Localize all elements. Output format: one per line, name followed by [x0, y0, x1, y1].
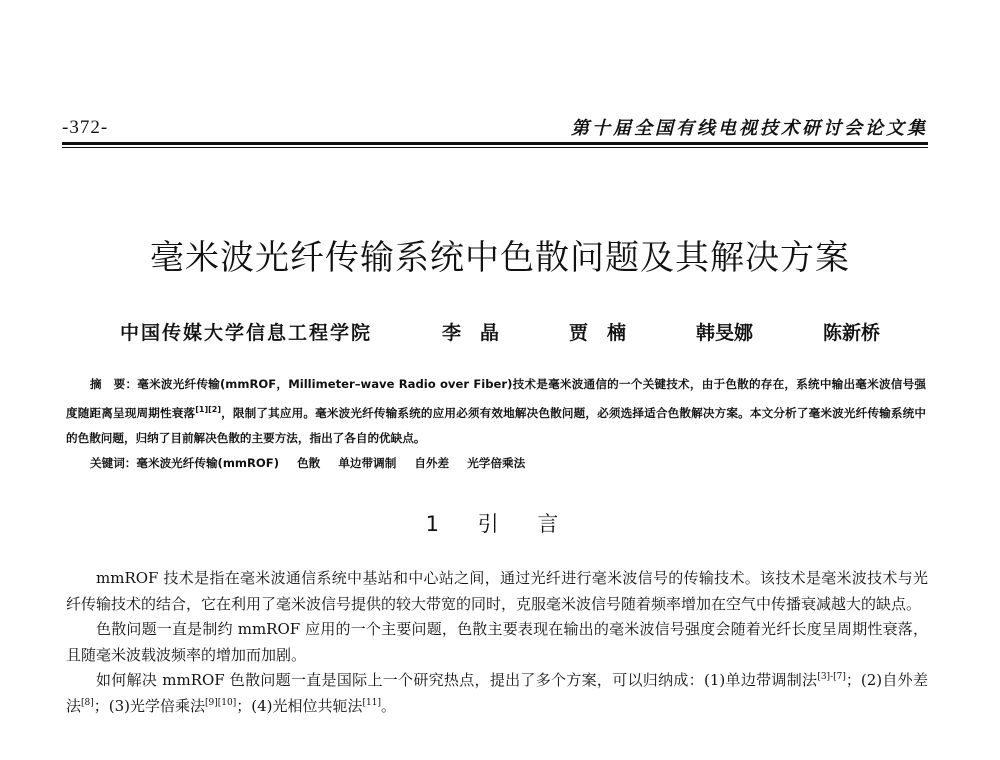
paper-title: 毫米波光纤传输系统中色散问题及其解决方案	[150, 238, 850, 278]
paragraph-3-text-e: 。	[380, 696, 396, 715]
keyword-5: 光学倍乘法	[467, 456, 526, 470]
affiliation: 中国传媒大学信息工程学院	[120, 322, 373, 344]
paragraph-3	[66, 668, 928, 719]
paragraph-3-text-d: ；(4)光相位共轭法	[236, 696, 363, 715]
citation: [3]-[7]	[817, 672, 846, 682]
paragraph-1: mmROF 技术是指在毫米波通信系统中基站和中心站之间，通过光纤进行毫米波信号的传输技术。该技术是毫米波技术与光纤传输技术的结合，它在利用了毫米波信号提供的较大带宽的同时，克服毫米波信号随着频率增加在空气中传播衰减越大的缺点。	[66, 569, 928, 613]
keyword-1: 毫米波光纤传输(mmROF)	[136, 456, 280, 470]
page-number: -372-	[62, 117, 109, 138]
keywords	[90, 455, 539, 471]
abstract-label: 摘 要：	[90, 377, 138, 391]
abstract-citation: [1][2]	[195, 405, 222, 414]
keyword-4: 自外差	[414, 456, 450, 470]
abstract	[66, 372, 926, 451]
abstract-text-1: 毫米波光纤传输(mmROF，Millimeter–wave Radio over Fiber)技术是毫米波通信的一个关键技术，由于色散的存在，系统中输出毫米波信号强度随距离呈现周期性衰落	[66, 377, 926, 420]
citation: [11]	[362, 697, 381, 708]
paragraph-3-text-a: 如何解决 mmROF 色散问题一直是国际上一个研究热点，提出了多个方案，可以归纳成：(1)单边带调制法	[96, 671, 818, 689]
citation: [8]	[81, 697, 94, 708]
author-2: 贾 楠	[568, 322, 626, 344]
author-1: 李 晶	[441, 322, 499, 344]
author-line	[120, 318, 880, 345]
citation: [9][10]	[205, 697, 237, 708]
keywords-label: 关键词：	[90, 456, 137, 470]
author-3: 韩旻娜	[695, 322, 753, 344]
abstract-text-2: ，限制了其应用。毫米波光纤传输系统的应用必须有效地解决色散问题，必须选择适合色散解决方案。本文分析了毫米波光纤传输系统中的色散问题，归纳了目前解决色散的主要方法，指出了各自的优缺点。	[66, 405, 926, 445]
body-text	[66, 566, 928, 719]
keyword-2: 色散	[297, 456, 321, 470]
paragraph-2: 色散问题一直是制约 mmROF 应用的一个主要问题，色散主要表现在输出的毫米波信号强度会随着光纤长度呈周期性衰落，且随毫米波载波频率的增加而加剧。	[66, 620, 928, 664]
header-rule-thin	[62, 147, 928, 148]
section-heading: 1 引 言	[425, 512, 575, 536]
author-4: 陈新桥	[822, 322, 880, 344]
keyword-3: 单边带调制	[338, 456, 397, 470]
paragraph-3-text-b: ；(2)自外差法	[66, 671, 928, 715]
running-head: 第十届全国有线电视技术研讨会论文集	[571, 118, 928, 139]
header-rule-thick	[62, 142, 928, 145]
paragraph-3-text-c: ；(3)光学倍乘法	[93, 696, 206, 715]
